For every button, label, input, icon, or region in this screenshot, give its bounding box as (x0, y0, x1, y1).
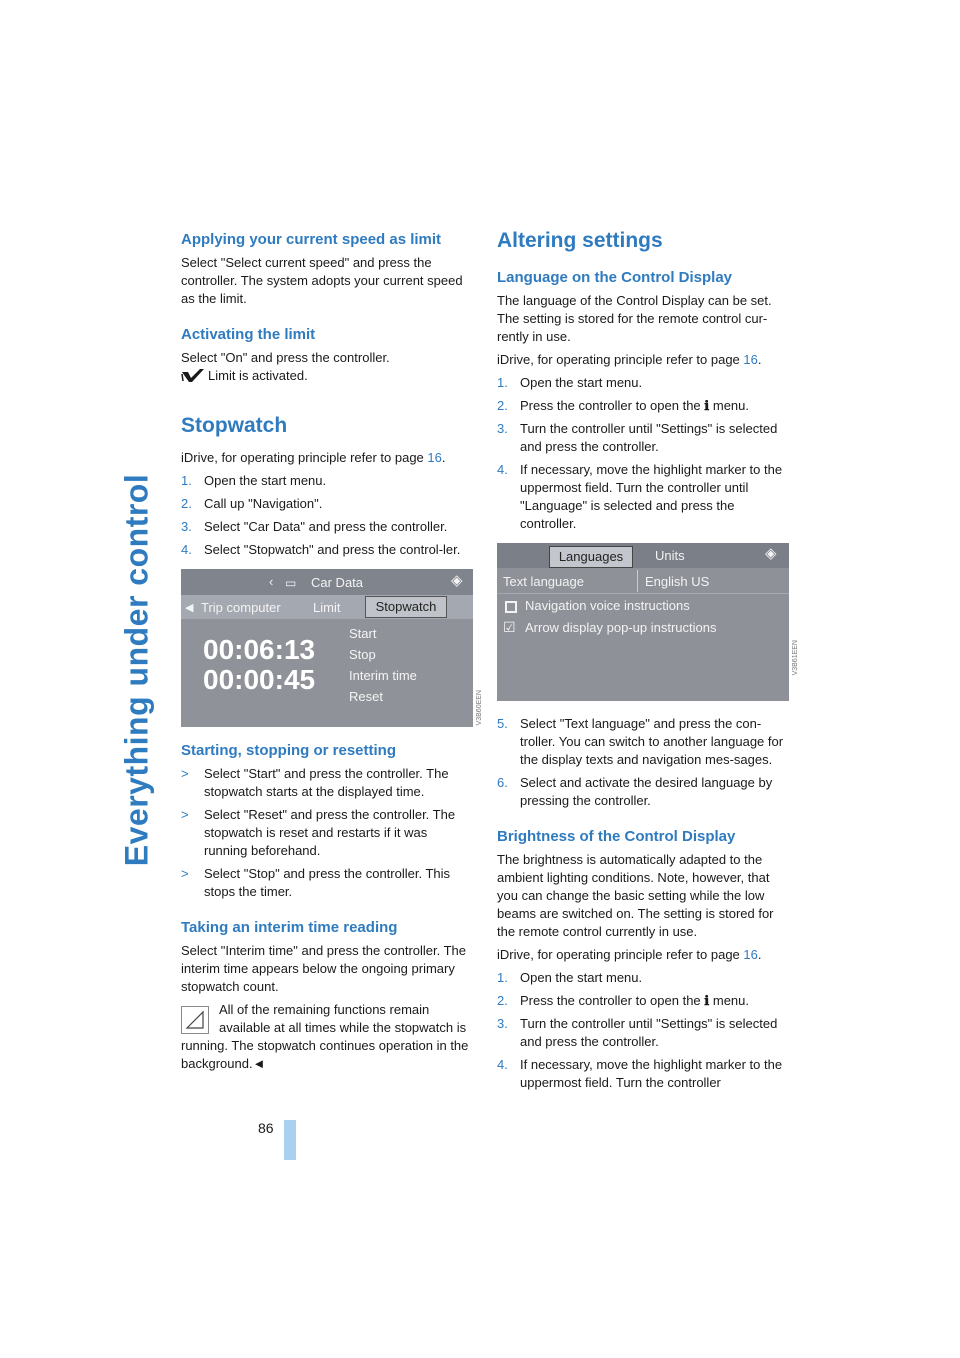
step-text: Call up "Navigation". (204, 496, 323, 511)
computer-icon: ▭ (285, 576, 297, 590)
section-heading: Brightness of the Control Display (497, 828, 736, 845)
checkbox-icon[interactable] (505, 601, 517, 613)
step-text: If necessary, move the highlight marker to the uppermost field. Turn the controller (520, 1057, 783, 1090)
step-text: Select "Stopwatch" and press the control-ler. (204, 542, 461, 557)
paragraph (497, 946, 789, 964)
list-item (181, 495, 473, 513)
screen-header-title: Car Data (311, 575, 364, 590)
list-item (497, 774, 789, 810)
stopwatch-screenshot (181, 569, 473, 727)
chapter-side-title (112, 230, 162, 1110)
screen-tab-bar (497, 543, 789, 568)
left-column (181, 228, 473, 1073)
section-heading: Applying your current speed as limit (181, 231, 442, 248)
language-screenshot (497, 543, 789, 701)
note-icon (181, 1006, 209, 1034)
step-number: 4. (181, 542, 192, 557)
controller-icon: ◈ (765, 545, 777, 562)
menu-stop[interactable]: Stop (349, 647, 376, 662)
list-item (497, 397, 789, 415)
step-text: Select and activate the desired language by pressing the controller. (520, 775, 773, 808)
step-number: 1. (497, 970, 508, 985)
bullet-marker: > (181, 807, 189, 822)
section-heading: Activating the limit (181, 326, 316, 343)
step-text: If necessary, move the highlight marker to the uppermost field. Turn the controller until "Language" is selected and press the controller. (520, 462, 783, 531)
menu-start[interactable]: Start (349, 626, 377, 641)
section-heading: Starting, stopping or resetting (181, 742, 397, 759)
intro-text: iDrive, for operating principle refer to page (497, 352, 740, 367)
menu-reset[interactable]: Reset (349, 689, 383, 704)
time-interim: 00:00:45 (203, 664, 316, 695)
step-number: 4. (497, 462, 508, 477)
note-block (181, 1001, 473, 1073)
intro-end: . (757, 947, 762, 962)
row-divider (497, 593, 789, 594)
tab-languages[interactable]: Languages (549, 546, 633, 568)
controller-icon: ◈ (451, 572, 463, 589)
brightness-steps (497, 969, 789, 1092)
stopwatch-bullets (181, 765, 473, 901)
step-text: Select "Text language" and press the con-troller. You can switch to another language for the display texts and navigation mes-sages. (520, 716, 784, 767)
info-icon: ℹ (704, 993, 710, 1008)
list-item (497, 461, 789, 533)
page-link[interactable]: 16 (743, 352, 758, 367)
paragraph: Select "Interim time" and press the controller. The interim time appears below the ongoing primary stopwatch count. (181, 943, 467, 994)
list-item (497, 1056, 789, 1092)
tab-left-arrow-icon: ◀ (185, 602, 194, 614)
step-number: 2. (497, 993, 508, 1008)
step-text-end: menu. (712, 398, 750, 413)
step-text: Open the start menu. (204, 473, 327, 488)
bullet-marker: > (181, 866, 189, 881)
info-icon: ℹ (704, 398, 710, 413)
step-text: Open the start menu. (520, 970, 643, 985)
step-text-end: menu. (712, 993, 750, 1008)
paragraph: The language of the Control Display can be set. The setting is stored for the remote control cur-rently in use. (497, 293, 772, 344)
list-item (497, 420, 789, 456)
step-number: 3. (497, 421, 508, 436)
tab-units[interactable]: Units (655, 548, 685, 563)
page-marker-bar (284, 1120, 296, 1160)
text-language-label[interactable]: Text language (503, 574, 584, 589)
language-steps (497, 374, 789, 533)
tab-trip-computer[interactable]: Trip computer (201, 600, 281, 615)
intro-end: . (757, 352, 762, 367)
step-text: Turn the controller until "Settings" is selected and press the controller. (520, 421, 778, 454)
menu-interim-time[interactable]: Interim time (349, 668, 417, 683)
step-text: Turn the controller until "Settings" is selected and press the controller. (520, 1016, 778, 1049)
limit-check-icon (181, 369, 205, 383)
step-number: 5. (497, 716, 508, 731)
list-item (181, 472, 473, 490)
paragraph (181, 449, 473, 467)
step-text: Press the controller to open the (520, 993, 701, 1008)
list-item (181, 541, 473, 559)
nav-voice-instructions[interactable]: Navigation voice instructions (525, 598, 690, 613)
list-item (181, 765, 473, 801)
figure-code-right: V3B61EEN (792, 640, 799, 676)
intro-text: iDrive, for operating principle refer to page (497, 947, 740, 962)
step-number: 3. (497, 1016, 508, 1031)
tab-stopwatch[interactable]: Stopwatch (365, 596, 447, 618)
list-item (497, 374, 789, 392)
paragraph: The brightness is automatically adapted to the ambient lighting conditions. Note, however, that you can change the basic setting while the low beams are switched on. The setting is stored for the remote control currently in use. (497, 852, 774, 939)
list-item (497, 992, 789, 1010)
bullet-text: Select "Stop" and press the controller. This stops the timer. (204, 866, 451, 899)
paragraph: Select "On" and press the controller. (181, 350, 390, 365)
paragraph (497, 351, 789, 369)
text-language-value[interactable]: English US (645, 574, 710, 589)
check-text: Limit is activated. (208, 368, 308, 383)
note-text: All of the remaining functions remain available at all times while the stopwatch is running. The stopwatch continues operation in the background.◄ (181, 1002, 469, 1071)
list-item (497, 1015, 789, 1051)
list-item (181, 518, 473, 536)
tab-limit[interactable]: Limit (313, 600, 341, 615)
section-heading: Language on the Control Display (497, 269, 733, 286)
intro-text: iDrive, for operating principle refer to page (181, 450, 424, 465)
right-column (497, 228, 789, 1097)
stopwatch-steps (181, 472, 473, 559)
step-text: Open the start menu. (520, 375, 643, 390)
field-separator (637, 570, 638, 592)
time-primary: 00:06:13 (203, 634, 316, 665)
chapter-title-text: Everything under control (118, 473, 155, 867)
list-item (497, 969, 789, 987)
page-link[interactable]: 16 (427, 450, 442, 465)
step-number: 6. (497, 775, 508, 790)
bullet-text: Select "Start" and press the controller. The stopwatch starts at the displayed time. (204, 766, 449, 799)
list-item (181, 806, 473, 860)
paragraph: Select "Select current speed" and press the controller. The system adopts your current speed as the limit. (181, 255, 463, 306)
back-arrow-icon: ‹ (269, 574, 274, 589)
step-text: Select "Car Data" and press the controller. (204, 519, 448, 534)
page-number: 86 (258, 1120, 274, 1136)
step-number: 2. (497, 398, 508, 413)
step-number: 1. (181, 473, 192, 488)
step-number: 2. (181, 496, 192, 511)
checked-icon[interactable]: ☑ (503, 619, 516, 635)
intro-end: . (441, 450, 446, 465)
language-steps-continued (497, 715, 789, 810)
limit-activated-line (181, 367, 473, 385)
bullet-marker: > (181, 766, 189, 781)
bullet-text: Select "Reset" and press the controller. The stopwatch is reset and restarts if it was running beforehand. (204, 807, 456, 858)
section-heading: Taking an interim time reading (181, 919, 398, 936)
list-item (497, 715, 789, 769)
step-number: 3. (181, 519, 192, 534)
list-item (181, 865, 473, 901)
figure-code-left: V3B60EEN (476, 690, 483, 726)
step-text: Press the controller to open the (520, 398, 701, 413)
page-link[interactable]: 16 (743, 947, 758, 962)
arrow-display-popup[interactable]: Arrow display pop-up instructions (525, 620, 717, 635)
step-number: 4. (497, 1057, 508, 1072)
step-number: 1. (497, 375, 508, 390)
stopwatch-heading: Stopwatch (181, 414, 288, 437)
altering-settings-heading: Altering settings (497, 229, 663, 252)
